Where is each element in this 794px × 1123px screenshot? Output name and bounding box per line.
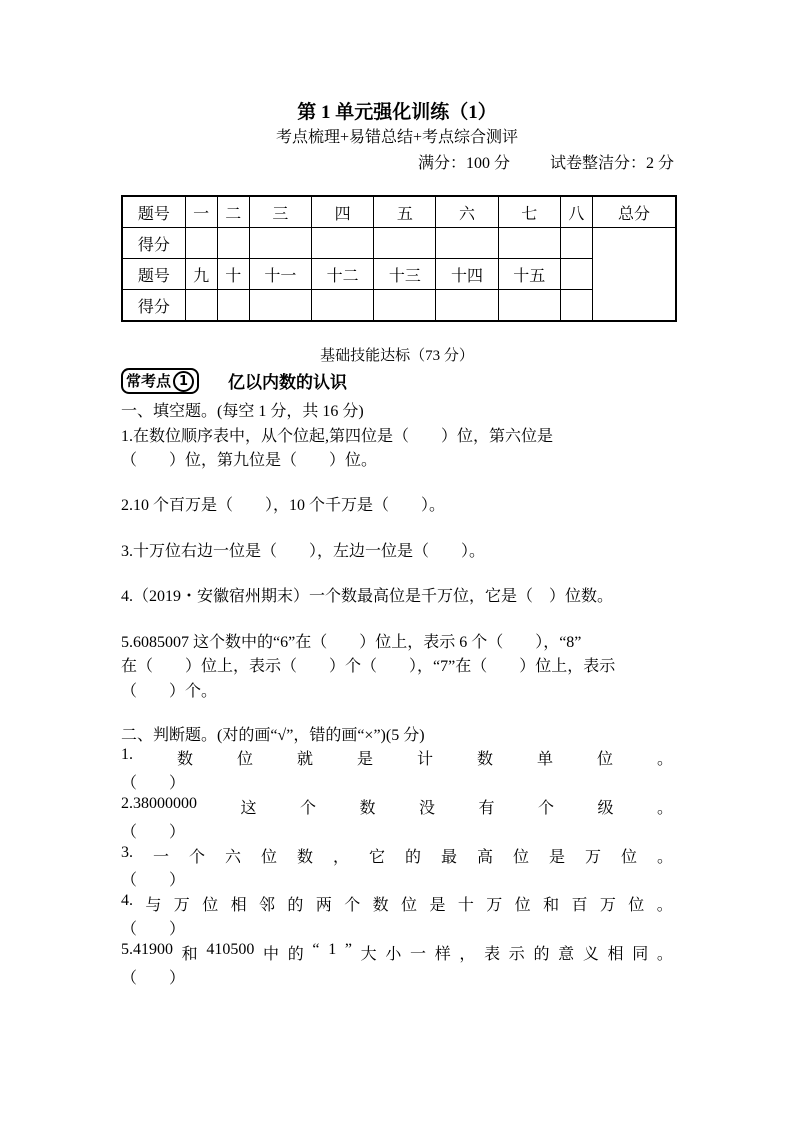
row-label: 题号 bbox=[122, 259, 185, 290]
question-token: 位 bbox=[620, 849, 637, 866]
question-token: 。 bbox=[656, 849, 673, 866]
question-token: 是 bbox=[429, 897, 446, 914]
question-5-line-3: （ ）个。 bbox=[121, 683, 218, 700]
question-token: 与 bbox=[145, 897, 162, 914]
question-token: 2.38000000 bbox=[121, 795, 197, 812]
question-number: 三 bbox=[249, 196, 311, 228]
question-5-line-1: 5.6085007 这个数中的“6”在（ ）位上，表示 6 个（ ），“8” bbox=[121, 634, 582, 651]
answer-blank[interactable]: （ ） bbox=[121, 921, 186, 938]
question-token: ， bbox=[332, 849, 349, 866]
question-token: 有 bbox=[478, 800, 495, 817]
question-token: 。 bbox=[656, 800, 673, 817]
page-title: 第 1 单元强化训练（1） bbox=[297, 102, 497, 123]
score-cell[interactable] bbox=[374, 228, 436, 259]
question-token: 万 bbox=[486, 897, 503, 914]
question-token: 百 bbox=[571, 897, 588, 914]
question-token: 相 bbox=[230, 897, 247, 914]
score-cell[interactable] bbox=[436, 228, 498, 259]
question-token: 1. bbox=[121, 746, 133, 763]
question-token: 位 bbox=[514, 897, 531, 914]
score-cell[interactable] bbox=[498, 228, 560, 259]
question-token: 就 bbox=[296, 751, 313, 768]
score-cell[interactable] bbox=[374, 290, 436, 322]
question-number: 十四 bbox=[436, 259, 498, 290]
question-token: 数 bbox=[176, 751, 193, 768]
judge-question-2 bbox=[121, 795, 673, 818]
question-token: 没 bbox=[418, 800, 435, 817]
empty-cell bbox=[560, 259, 592, 290]
question-token: 表 bbox=[484, 946, 501, 963]
question-token: 最 bbox=[440, 849, 457, 866]
question-token: 是 bbox=[356, 751, 373, 768]
question-token: “ bbox=[312, 941, 320, 958]
question-token: 一 bbox=[410, 946, 427, 963]
question-token: 级 bbox=[597, 800, 614, 817]
judge-question-1 bbox=[121, 746, 673, 769]
score-info bbox=[382, 150, 674, 173]
question-token: 万 bbox=[599, 897, 616, 914]
score-cell[interactable] bbox=[249, 228, 311, 259]
question-3: 3.十万位右边一位是（ ），左边一位是（ ）。 bbox=[121, 543, 486, 560]
question-number: 十二 bbox=[312, 259, 374, 290]
question-number: 五 bbox=[374, 196, 436, 228]
answer-blank[interactable]: （ ） bbox=[121, 872, 186, 889]
total-score-cell[interactable] bbox=[593, 228, 677, 322]
question-token: 数 bbox=[359, 800, 376, 817]
question-2: 2.10 个百万是（ ），10 个千万是（ ）。 bbox=[121, 497, 446, 514]
question-token: 5.41900 bbox=[121, 941, 173, 958]
score-cell[interactable] bbox=[560, 228, 592, 259]
question-token: 同 bbox=[632, 946, 649, 963]
question-token: 的 bbox=[404, 849, 421, 866]
score-table bbox=[121, 195, 677, 322]
question-token: 个 bbox=[344, 897, 361, 914]
question-number: 九 bbox=[185, 259, 217, 290]
question-token: 位 bbox=[202, 897, 219, 914]
question-token: 小 bbox=[385, 946, 402, 963]
question-token: 它 bbox=[368, 849, 385, 866]
score-cell[interactable] bbox=[498, 290, 560, 322]
question-token: 位 bbox=[401, 897, 418, 914]
judge-question-4 bbox=[121, 892, 673, 915]
table-row bbox=[122, 228, 676, 259]
score-cell[interactable] bbox=[185, 290, 217, 322]
question-token: 位 bbox=[628, 897, 645, 914]
question-token: 样 bbox=[434, 946, 451, 963]
question-4: 4.（2019・安徽宿州期末）一个数最高位是千万位，它是（ ）位数。 bbox=[121, 588, 614, 605]
judge-question-5 bbox=[121, 941, 673, 964]
score-cell[interactable] bbox=[436, 290, 498, 322]
row-label: 题号 bbox=[122, 196, 185, 228]
question-token: 。 bbox=[656, 751, 673, 768]
question-token: 和 bbox=[543, 897, 560, 914]
answer-blank[interactable]: （ ） bbox=[121, 775, 186, 792]
neatness-score: 试卷整洁分：2 分 bbox=[549, 155, 674, 172]
question-number: 二 bbox=[217, 196, 249, 228]
question-token: ， bbox=[459, 946, 476, 963]
question-token: 3. bbox=[121, 844, 133, 861]
question-token: 数 bbox=[476, 751, 493, 768]
question-token: 六 bbox=[224, 849, 241, 866]
question-token: 4. bbox=[121, 892, 133, 909]
question-number: 十三 bbox=[374, 259, 436, 290]
question-token: 单 bbox=[536, 751, 553, 768]
question-token: 万 bbox=[584, 849, 601, 866]
score-cell[interactable] bbox=[217, 228, 249, 259]
question-number: 十五 bbox=[498, 259, 560, 290]
question-1-line-1: 1.在数位顺序表中，从个位起,第四位是（ ）位，第六位是 bbox=[121, 428, 554, 445]
question-token: 数 bbox=[372, 897, 389, 914]
question-number: 一 bbox=[185, 196, 217, 228]
table-row bbox=[122, 196, 676, 228]
question-token: 两 bbox=[315, 897, 332, 914]
question-token: 中 bbox=[263, 946, 280, 963]
section-title: 基础技能达标（73 分） bbox=[320, 348, 474, 364]
question-token: 邻 bbox=[259, 897, 276, 914]
part2-heading: 二、判断题。(对的画“√”，错的画“×”)(5 分) bbox=[121, 727, 425, 744]
question-token: 。 bbox=[656, 897, 673, 914]
question-token: 个 bbox=[188, 849, 205, 866]
question-number: 十一 bbox=[249, 259, 311, 290]
badge-text: 常考点 bbox=[126, 372, 172, 390]
badge-number: 1 bbox=[173, 371, 194, 392]
question-token: 是 bbox=[548, 849, 565, 866]
part1-heading: 一、填空题。(每空 1 分，共 16 分) bbox=[121, 403, 364, 420]
question-token: 万 bbox=[173, 897, 190, 914]
question-token: 这 bbox=[240, 800, 257, 817]
question-token: 相 bbox=[607, 946, 624, 963]
question-token: 的 bbox=[287, 897, 304, 914]
judge-question-3 bbox=[121, 844, 673, 867]
answer-blank[interactable]: （ ） bbox=[121, 824, 186, 841]
answer-blank[interactable]: （ ） bbox=[121, 970, 186, 987]
question-token: 个 bbox=[299, 800, 316, 817]
question-token: 一 bbox=[152, 849, 169, 866]
question-token: 位 bbox=[260, 849, 277, 866]
question-token: 十 bbox=[457, 897, 474, 914]
question-token: 计 bbox=[416, 751, 433, 768]
question-token: ” bbox=[344, 941, 352, 958]
question-token: 410500 bbox=[206, 941, 255, 958]
score-cell[interactable] bbox=[185, 228, 217, 259]
question-number: 四 bbox=[312, 196, 374, 228]
question-number: 七 bbox=[498, 196, 560, 228]
full-score: 满分：100 分 bbox=[417, 155, 510, 172]
question-token: 的 bbox=[533, 946, 550, 963]
question-token: 义 bbox=[582, 946, 599, 963]
score-cell[interactable] bbox=[312, 290, 374, 322]
question-token: 的 bbox=[287, 946, 304, 963]
question-1-line-2: （ ）位，第九位是（ ）位。 bbox=[121, 452, 378, 469]
row-label: 得分 bbox=[122, 228, 185, 259]
total-label: 总分 bbox=[593, 196, 677, 228]
score-cell[interactable] bbox=[560, 290, 592, 322]
score-cell[interactable] bbox=[249, 290, 311, 322]
question-token: 大 bbox=[360, 946, 377, 963]
question-number: 十 bbox=[217, 259, 249, 290]
question-token: 高 bbox=[476, 849, 493, 866]
topic-badge bbox=[121, 368, 199, 394]
question-5-line-2: 在（ ）位上，表示（ ）个（ ），“7”在（ ）位上，表示 bbox=[121, 658, 616, 675]
question-token: 示 bbox=[508, 946, 525, 963]
topic-title: 亿以内数的认识 bbox=[228, 373, 347, 393]
score-cell[interactable] bbox=[217, 290, 249, 322]
question-token: 位 bbox=[236, 751, 253, 768]
question-token: 1 bbox=[328, 941, 337, 958]
question-number: 六 bbox=[436, 196, 498, 228]
question-token: 位 bbox=[512, 849, 529, 866]
question-number: 八 bbox=[560, 196, 592, 228]
question-token: 数 bbox=[296, 849, 313, 866]
question-token: 位 bbox=[596, 751, 613, 768]
page-subtitle: 考点梳理+易错总结+考点综合测评 bbox=[275, 129, 519, 146]
question-token: 和 bbox=[181, 946, 198, 963]
question-token: 个 bbox=[537, 800, 554, 817]
question-token: 。 bbox=[656, 946, 673, 963]
row-label: 得分 bbox=[122, 290, 185, 322]
question-token: 意 bbox=[558, 946, 575, 963]
score-cell[interactable] bbox=[312, 228, 374, 259]
